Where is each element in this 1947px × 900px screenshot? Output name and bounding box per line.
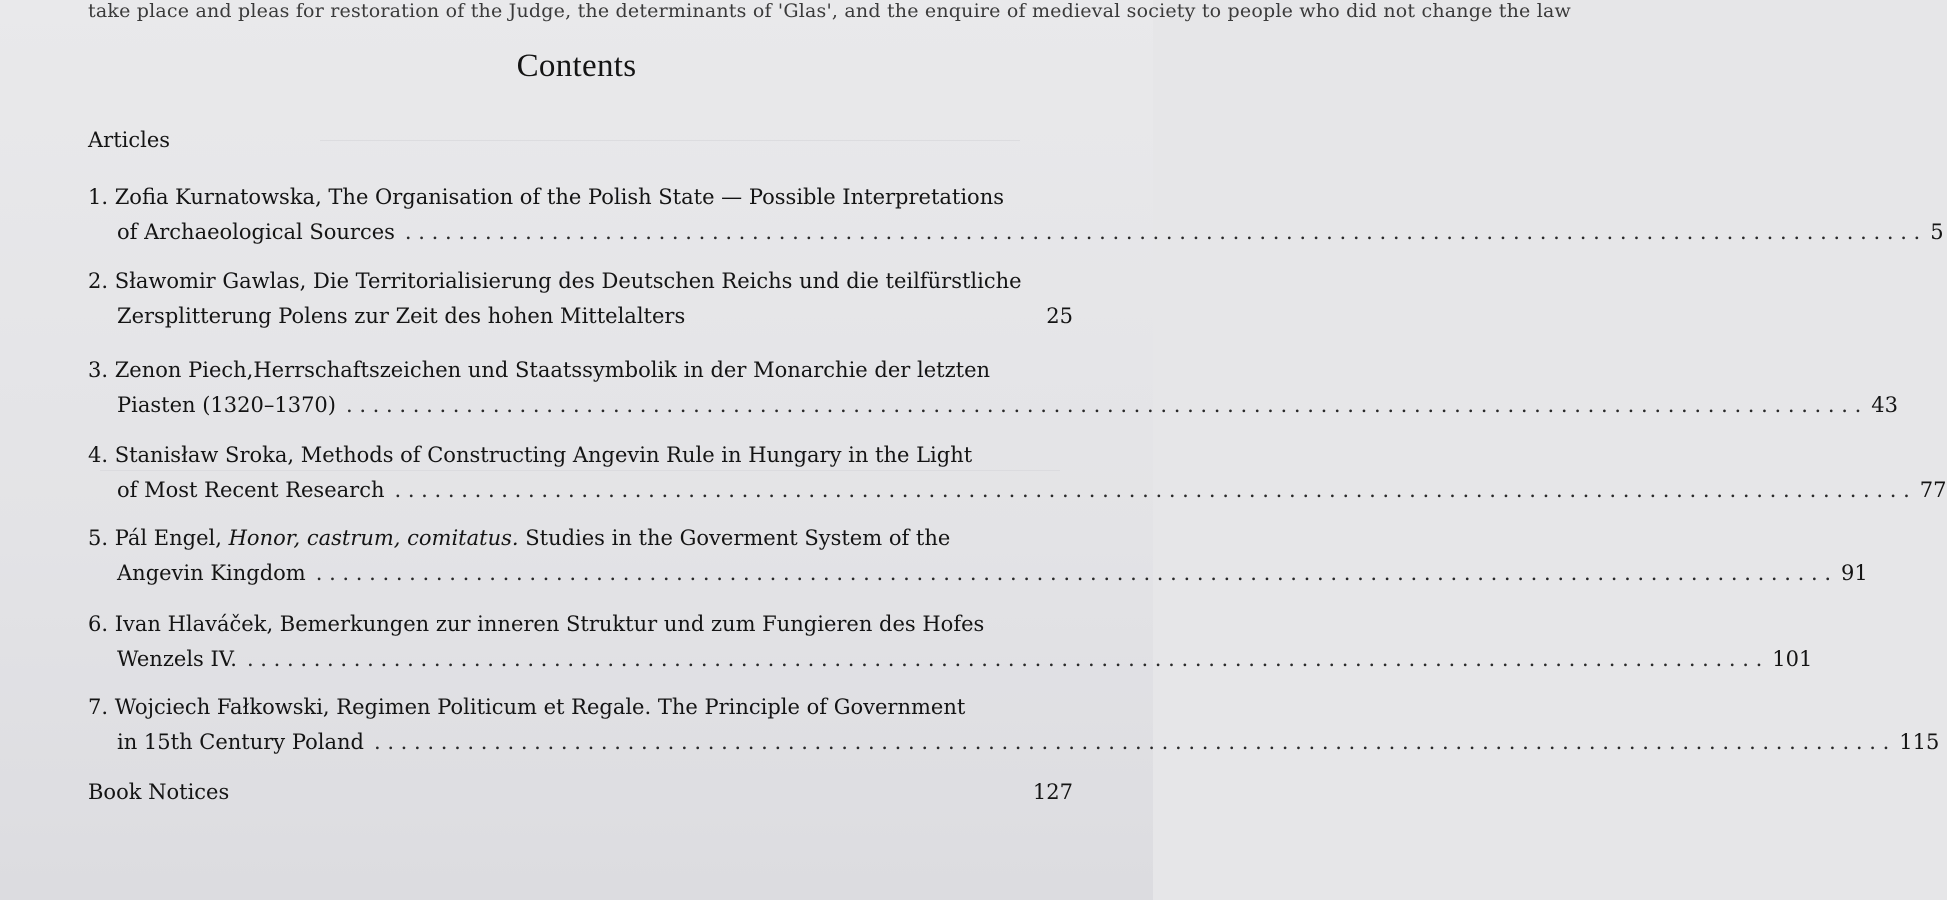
toc-entry-title-line2-row xyxy=(88,642,1813,677)
dot-leader xyxy=(316,556,1831,591)
page-title: Contents xyxy=(516,48,637,84)
toc-entry-page-number: 115 xyxy=(1899,730,1940,754)
toc-entry-title-line1: 7. Wojciech Fałkowski, Regimen Politicum et Regale. The Principle of Government xyxy=(88,695,966,719)
toc-entry-italic-title: Honor, castrum, comitatus. xyxy=(228,526,519,550)
toc-entry-title-line2-row xyxy=(88,473,1947,508)
dot-leader xyxy=(247,642,1762,677)
toc-entry-title-line1: 3. Zenon Piech,Herrschaftszeichen und Staatssymbolik in der Monarchie der letzten xyxy=(88,358,991,382)
toc-entry-title-line2-row xyxy=(88,215,1944,250)
dot-leader xyxy=(374,725,1889,760)
section-label-articles: Articles xyxy=(88,128,171,152)
toc-entry-page-number: 91 xyxy=(1841,561,1868,585)
dot-leader xyxy=(394,473,1909,508)
toc-entry-title-line2: Wenzels IV. xyxy=(117,647,237,671)
toc-entry-1[interactable] xyxy=(88,180,1944,250)
toc-entry-3[interactable] xyxy=(88,353,1899,423)
toc-entry-title-line2: Zersplitterung Polens zur Zeit des hohen Mittelalters xyxy=(117,304,686,328)
bleed-through-line xyxy=(320,140,1020,165)
toc-entry-title-line1: 1. Zofia Kurnatowska, The Organisation of the Polish State — Possible Interpretations xyxy=(88,185,1005,209)
toc-entry-title-line1: 4. Stanisław Sroka, Methods of Constructing Angevin Rule in Hungary in the Light xyxy=(88,443,973,467)
toc-entry-5[interactable] xyxy=(88,521,1868,591)
book-notices-row xyxy=(88,775,1073,810)
toc-entry-page-number: 77 xyxy=(1919,478,1947,502)
toc-entry-title-line1 xyxy=(88,521,1073,556)
toc-entry-6[interactable] xyxy=(88,607,1813,677)
book-notices-label: Book Notices xyxy=(88,780,230,804)
toc-entry-title-rest: Studies in the Goverment System of the xyxy=(518,526,951,550)
toc-entry-page-number: 5 xyxy=(1930,220,1944,244)
toc-entry-title-line2: Angevin Kingdom xyxy=(117,561,306,585)
toc-entry-title-line2: in 15th Century Poland xyxy=(117,730,364,754)
toc-entry-title-line2-row xyxy=(88,556,1868,591)
toc-entry-title-line1: 6. Ivan Hlaváček, Bemerkungen zur inneren Struktur und zum Fungieren des Hofes xyxy=(88,612,985,636)
toc-entry-page-number: 43 xyxy=(1871,393,1899,417)
toc-entry-title-line2-row xyxy=(88,388,1899,423)
toc-entry-page-number: 101 xyxy=(1772,647,1813,671)
toc-entry-book-notices[interactable] xyxy=(88,775,1073,810)
toc-entry-title-line2: Piasten (1320–1370) xyxy=(117,393,336,417)
book-notices-page-number: 127 xyxy=(1032,780,1073,804)
dot-leader xyxy=(346,388,1861,423)
toc-entry-author: 5. Pál Engel, xyxy=(88,526,229,550)
toc-entry-page-number: 25 xyxy=(1046,304,1073,328)
toc-entry-title-line2-row xyxy=(88,725,1940,760)
toc-entry-title-line2-row xyxy=(88,299,1073,334)
toc-entry-7[interactable] xyxy=(88,690,1940,760)
toc-entry-title-line1: 2. Sławomir Gawlas, Die Territorialisierung des Deutschen Reichs und die teilfürstliche xyxy=(88,269,1022,293)
dot-leader xyxy=(405,215,1920,250)
toc-entry-2[interactable] xyxy=(88,264,1073,334)
previous-text-fragment: take place and pleas for restoration of the Judge, the determinants of 'Glas', and the enquire of medieval society to people who did not change the law xyxy=(88,0,1571,22)
toc-entry-title-line2: of Most Recent Research xyxy=(117,478,385,502)
toc-entry-4[interactable] xyxy=(88,438,1947,508)
toc-entry-title-line2: of Archaeological Sources xyxy=(117,220,395,244)
